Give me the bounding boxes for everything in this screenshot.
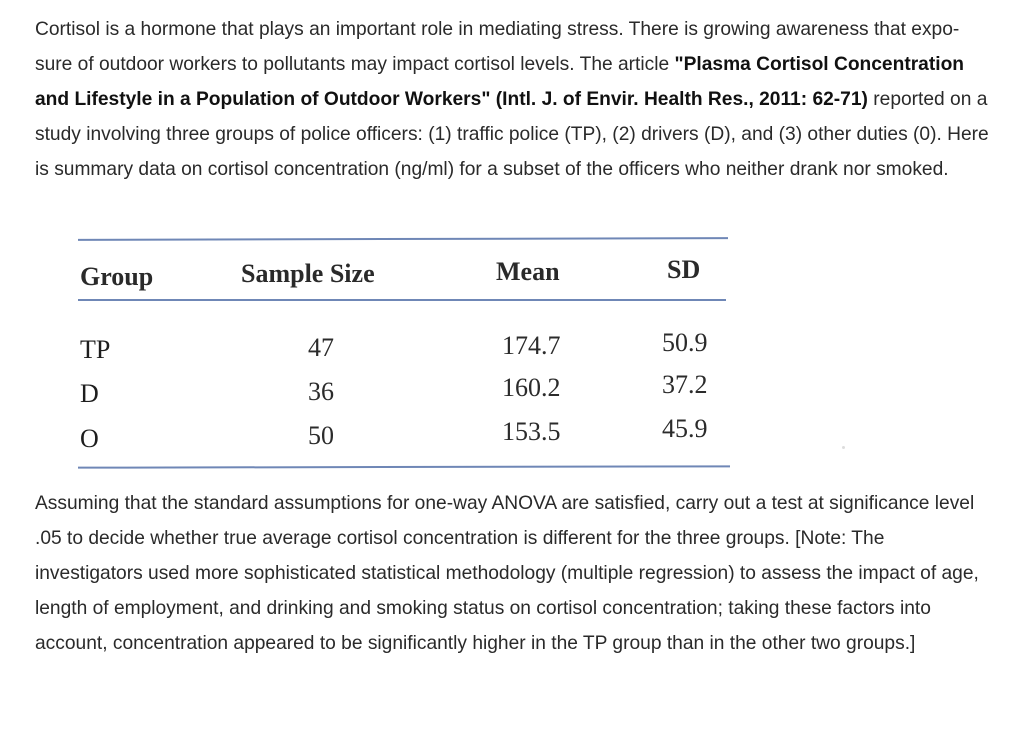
summary-table — [38, 232, 738, 476]
row-tp-mean: 174.7 — [502, 331, 561, 360]
row-o-group: O — [80, 424, 99, 453]
header-sd: SD — [667, 255, 701, 284]
header-sample-size: Sample Size — [241, 259, 375, 288]
header-mean: Mean — [496, 257, 560, 286]
scan-dot — [842, 446, 845, 449]
intro-text-continued: reported on a study involving three groups of police officers: (1) traffic police (TP), (2) drivers (D), and (3) other duties (0). Here is summary data on cortisol concentration (ng/ml) for a subset of the officers who neither drank nor smoked. — [35, 89, 989, 180]
intro-text: Cortisol is a hormone that plays an important role in mediating stress. There is growing awareness that expo-sure of outdoor workers to pollutants may impact cortisol levels. The article — [35, 19, 960, 75]
intro-paragraph — [35, 12, 995, 187]
row-o-sd: 45.9 — [662, 414, 708, 443]
row-d-sd: 37.2 — [662, 370, 708, 399]
article-citation: "Plasma Cortisol Concentration and Lifestyle in a Population of Outdoor Workers" (Intl. J. of Envir. Health Res., 2011: 62-71) — [35, 54, 965, 110]
table-top-rule — [78, 237, 728, 241]
row-o-mean: 153.5 — [502, 417, 561, 446]
question-paragraph: Assuming that the standard assumptions for one-way ANOVA are satisfied, carry out a test at significance level .05 to decide whether true average cortisol concentration is different for the three groups. [Note: The investigators used more sophisticated statistical methodology (multiple regression) to assess the impact of age, length of employment, and drinking and smoking status on cortisol concentration; taking these factors into account, concentration appeared to be significantly higher in the TP group than in the other two groups.] — [35, 493, 979, 654]
table-bottom-rule — [78, 465, 730, 468]
row-d-group: D — [80, 379, 99, 408]
row-d-mean: 160.2 — [502, 373, 561, 402]
row-o-sample-size: 50 — [308, 421, 334, 450]
row-tp-sd: 50.9 — [662, 328, 708, 357]
row-tp-sample-size: 47 — [308, 333, 334, 362]
row-tp-group: TP — [80, 335, 111, 364]
row-d-sample-size: 36 — [308, 377, 334, 406]
table-header-rule — [78, 299, 726, 301]
header-group: Group — [80, 262, 154, 291]
